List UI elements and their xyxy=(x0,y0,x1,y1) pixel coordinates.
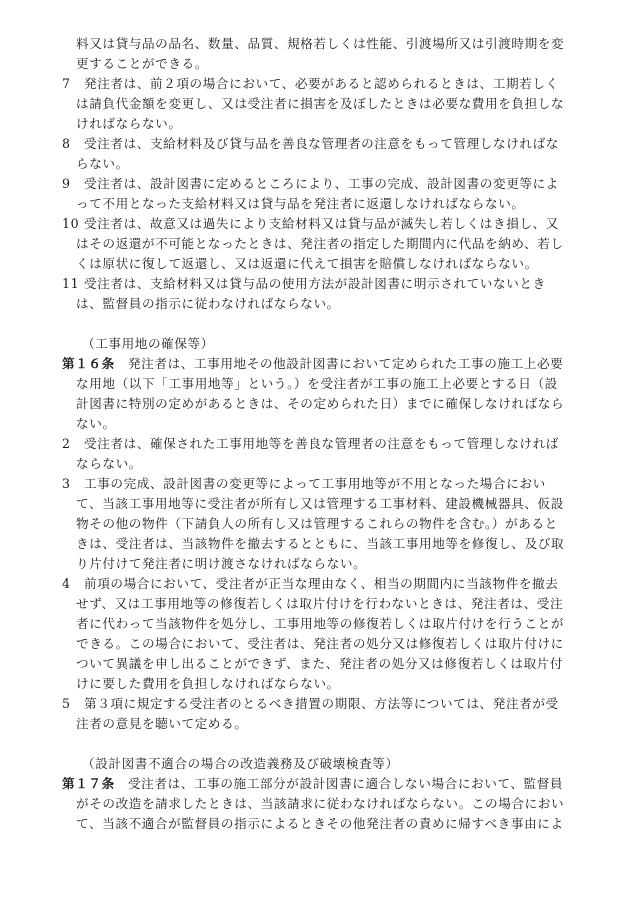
clause-text-line: ついて異議を申し出ることができず、また、発注者の処分又は修復若しくは取片付 xyxy=(76,656,564,671)
caption-text: （設計図書不適合の場合の改造義務及び破壊検査等） xyxy=(82,756,399,771)
section-gap xyxy=(62,314,588,334)
clause-first-line xyxy=(62,74,588,94)
clause-text: 工事の完成、設計図書の変更等によって工事用地等が不用となった場合におい xyxy=(84,476,546,491)
clause-number: 10 xyxy=(62,216,80,231)
clause-first-line xyxy=(62,174,588,194)
clause-first-line xyxy=(62,574,588,594)
article-caption xyxy=(62,754,588,774)
clause-text-line: ない。 xyxy=(76,416,116,431)
article-number: 第１７条 xyxy=(62,776,115,791)
clause-first-line xyxy=(62,214,588,234)
clause-text-line: きは、受注者は、当該物件を撤去するとともに、当該工事用地等を修復し、及び取 xyxy=(76,536,565,551)
article-caption xyxy=(62,334,588,354)
clause-text: 受注者は、工事の施工部分が設計図書に適合しない場合において、監督員 xyxy=(127,776,564,791)
clause-first-line xyxy=(62,474,588,494)
clause-number: 11 xyxy=(62,276,80,291)
clause-text-line: な用地（以下「工事用地等」という。）を受注者が工事の施工上必要とする日（設 xyxy=(76,376,558,391)
clause-text-line: 物その他の物件（下請負人の所有し又は管理するこれらの物件を含む。）があると xyxy=(76,516,558,531)
clause-number: 2 xyxy=(62,436,71,451)
clause-text: 前項の場合において、受注者が正当な理由なく、相当の期間内に当該物件を撤去 xyxy=(84,576,559,591)
article xyxy=(62,774,588,834)
clause-item xyxy=(62,574,588,694)
clause-item xyxy=(62,174,588,214)
clause-first-line xyxy=(62,274,588,294)
clause-number: 7 xyxy=(62,76,71,91)
clause-text: 受注者は、故意又は過失により支給材料又は貸与品が滅失し若しくはき損し、又 xyxy=(84,216,559,231)
clause-text-line: せず、又は工事用地等の修復若しくは取片付けを行わないときは、発注者は、受注 xyxy=(76,596,564,611)
clause-text-line: ならない。 xyxy=(76,456,142,471)
clause-text: 発注者は、工事用地その他設計図書において定められた工事の施工上必要 xyxy=(127,356,564,371)
clause-item xyxy=(62,214,588,274)
clause-item xyxy=(62,134,588,174)
clause-text-line: がその改造を請求したときは、当該請求に従わなければならない。この場合におい xyxy=(76,796,565,811)
clause-text-line: 注者の意見を聴いて定める。 xyxy=(76,716,248,731)
clause-text-line: り片付けて発注者に明け渡さなければならない。 xyxy=(76,556,367,571)
paragraph-continuation xyxy=(62,34,588,74)
clause-first-line xyxy=(62,434,588,454)
clause-text-line: 更することができる。 xyxy=(76,56,208,71)
document-body xyxy=(62,34,588,834)
caption-text: （工事用地の確保等） xyxy=(82,336,214,351)
clause-text-line: はその返還が不可能となったときは、発注者の指定した期間内に代品を納め、若し xyxy=(76,236,564,251)
clause-text-line: 計図書に特別の定めがあるときは、その定められた日）までに確保しなければなら xyxy=(76,396,565,411)
clause-text-line: 料又は貸与品の品名、数量、品質、規格若しくは性能、引渡場所又は引渡時期を変 xyxy=(76,36,565,51)
clause-text: 受注者は、支給材料及び貸与品を善良な管理者の注意をもって管理しなければな xyxy=(84,136,559,151)
clause-text: 第３項に規定する受注者のとるべき措置の期限、方法等については、発注者が受 xyxy=(84,696,559,711)
clause-text-line: できる。この場合において、受注者は、発注者の処分又は修復若しくは取片付けに xyxy=(76,636,564,651)
article-number: 第１６条 xyxy=(62,356,115,371)
clause-number: 9 xyxy=(62,176,71,191)
clause-text-line: 者に代わって当該物件を処分し、工事用地等の修復若しくは取片付けを行うことが xyxy=(76,616,565,631)
clause-first-line xyxy=(62,354,588,374)
clause-text: 受注者は、確保された工事用地等を善良な管理者の注意をもって管理しなければ xyxy=(84,436,559,451)
clause-item xyxy=(62,474,588,574)
clause-item xyxy=(62,694,588,734)
clause-text: 受注者は、設計図書に定めるところにより、工事の完成、設計図書の変更等によ xyxy=(84,176,559,191)
article xyxy=(62,354,588,434)
clause-text-line: て、当該工事用地等に受注者が所有し又は管理する工事材料、建設機械器具、仮設 xyxy=(76,496,564,511)
section-gap xyxy=(62,734,588,754)
clause-first-line xyxy=(62,694,588,714)
clause-text-line: ければならない。 xyxy=(76,116,182,131)
clause-number: 3 xyxy=(62,476,71,491)
clause-first-line xyxy=(62,134,588,154)
clause-text-line: くは原状に復して返還し、又は返還に代えて損害を賠償しなければならない。 xyxy=(76,256,538,271)
clause-first-line xyxy=(62,774,588,794)
clause-text: 受注者は、支給材料又は貸与品の使用方法が設計図書に明示されていないとき xyxy=(84,276,546,291)
clause-text: 発注者は、前２項の場合において、必要があると認められるときは、工期若しく xyxy=(84,76,559,91)
clause-text-line: は、監督員の指示に従わなければならない。 xyxy=(76,296,340,311)
clause-number: 8 xyxy=(62,136,71,151)
clause-item xyxy=(62,434,588,474)
clause-text-line: らない。 xyxy=(76,156,129,171)
clause-number: 5 xyxy=(62,696,71,711)
clause-item xyxy=(62,74,588,134)
clause-text-line: って不用となった支給材料又は貸与品を発注者に返還しなければならない。 xyxy=(76,196,525,211)
clause-item xyxy=(62,274,588,314)
clause-text-line: て、当該不適合が監督員の指示によるときその他発注者の責めに帰すべき事由によ xyxy=(76,816,564,831)
clause-number: 4 xyxy=(62,576,71,591)
clause-text-line: は請負代金額を変更し、又は受注者に損害を及ぼしたときは必要な費用を負担しな xyxy=(76,96,565,111)
clause-text-line: けに要した費用を負担しなければならない。 xyxy=(76,676,340,691)
